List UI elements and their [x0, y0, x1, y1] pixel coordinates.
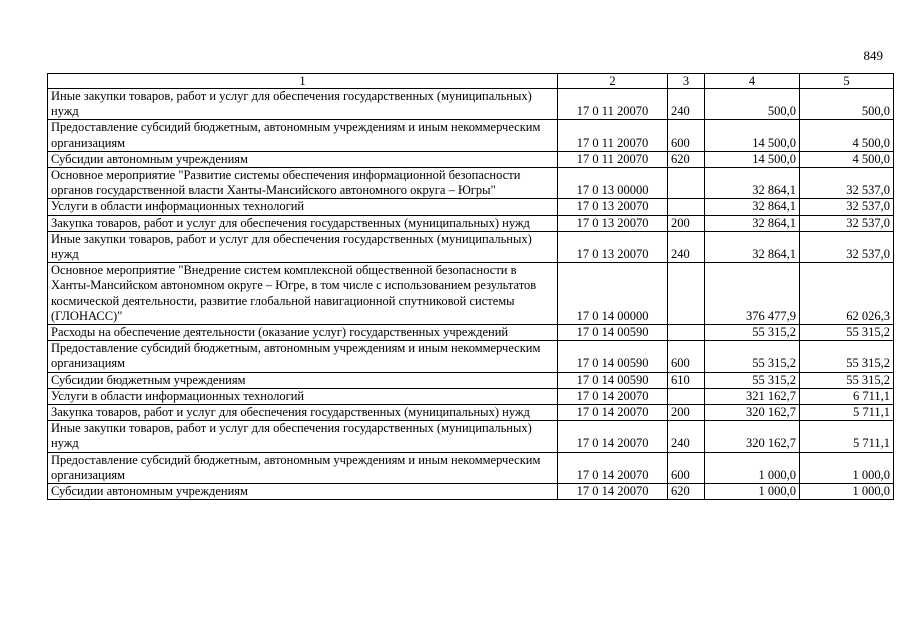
amount-col5-cell: 62 026,3 — [800, 263, 894, 325]
table-row — [48, 405, 894, 421]
target-code-cell: 17 0 11 20070 — [558, 151, 668, 167]
expense-type-cell — [668, 325, 705, 341]
expense-name-cell: Основное мероприятие "Развитие системы обеспечения информационной безопасности органов государственной власти Ханты-Мансийского автономного округа – Югры" — [48, 168, 558, 199]
column-header: 1 — [48, 74, 558, 89]
amount-col4-cell: 32 864,1 — [705, 168, 800, 199]
table-row — [48, 215, 894, 231]
table-row — [48, 263, 894, 325]
expense-type-cell — [668, 168, 705, 199]
amount-col5-cell: 32 537,0 — [800, 215, 894, 231]
target-code-cell: 17 0 14 20070 — [558, 484, 668, 500]
column-header: 5 — [800, 74, 894, 89]
target-code-cell: 17 0 13 00000 — [558, 168, 668, 199]
amount-col5-cell: 55 315,2 — [800, 372, 894, 388]
expense-name-cell: Иные закупки товаров, работ и услуг для обеспечения государственных (муниципальных) нужд — [48, 231, 558, 262]
amount-col4-cell: 32 864,1 — [705, 199, 800, 215]
target-code-cell: 17 0 14 00590 — [558, 341, 668, 372]
target-code-cell: 17 0 14 20070 — [558, 388, 668, 404]
amount-col5-cell: 500,0 — [800, 89, 894, 120]
header-row — [48, 74, 894, 89]
amount-col4-cell: 32 864,1 — [705, 215, 800, 231]
amount-col5-cell: 32 537,0 — [800, 168, 894, 199]
table-row — [48, 388, 894, 404]
amount-col4-cell: 500,0 — [705, 89, 800, 120]
target-code-cell: 17 0 13 20070 — [558, 215, 668, 231]
expense-name-cell: Закупка товаров, работ и услуг для обеспечения государственных (муниципальных) нужд — [48, 405, 558, 421]
expense-name-cell: Предоставление субсидий бюджетным, автономным учреждениям и иным некоммерческим организациям — [48, 452, 558, 483]
expense-name-cell: Услуги в области информационных технологий — [48, 199, 558, 215]
expense-type-cell: 600 — [668, 341, 705, 372]
expense-type-cell — [668, 388, 705, 404]
amount-col4-cell: 14 500,0 — [705, 120, 800, 151]
expense-type-cell: 200 — [668, 405, 705, 421]
amount-col4-cell: 376 477,9 — [705, 263, 800, 325]
column-header: 3 — [668, 74, 705, 89]
target-code-cell: 17 0 13 20070 — [558, 231, 668, 262]
amount-col4-cell: 55 315,2 — [705, 372, 800, 388]
amount-col4-cell: 1 000,0 — [705, 484, 800, 500]
expense-type-cell: 600 — [668, 120, 705, 151]
amount-col5-cell: 4 500,0 — [800, 120, 894, 151]
expense-type-cell: 240 — [668, 421, 705, 452]
table-row — [48, 484, 894, 500]
expense-type-cell — [668, 199, 705, 215]
expense-name-cell: Иные закупки товаров, работ и услуг для обеспечения государственных (муниципальных) нужд — [48, 89, 558, 120]
table-row — [48, 372, 894, 388]
expense-name-cell: Основное мероприятие "Внедрение систем комплексной общественной безопасности в Ханты-Мансийском автономном округе – Югре, в том числе с использованием результатов космической деятельности, развитие глобальной навигационной спутниковой системы (ГЛОНАСС)" — [48, 263, 558, 325]
amount-col4-cell: 55 315,2 — [705, 341, 800, 372]
expense-name-cell: Предоставление субсидий бюджетным, автономным учреждениям и иным некоммерческим организациям — [48, 120, 558, 151]
expense-type-cell — [668, 263, 705, 325]
amount-col5-cell: 4 500,0 — [800, 151, 894, 167]
amount-col5-cell: 6 711,1 — [800, 388, 894, 404]
table-row — [48, 421, 894, 452]
expense-type-cell: 600 — [668, 452, 705, 483]
amount-col4-cell: 1 000,0 — [705, 452, 800, 483]
table-row — [48, 452, 894, 483]
expense-type-cell: 620 — [668, 151, 705, 167]
table-row — [48, 89, 894, 120]
amount-col4-cell: 14 500,0 — [705, 151, 800, 167]
target-code-cell: 17 0 14 00590 — [558, 372, 668, 388]
expense-name-cell: Субсидии автономным учреждениям — [48, 151, 558, 167]
column-header: 2 — [558, 74, 668, 89]
target-code-cell: 17 0 14 00000 — [558, 263, 668, 325]
amount-col5-cell: 32 537,0 — [800, 231, 894, 262]
expense-name-cell: Предоставление субсидий бюджетным, автономным учреждениям и иным некоммерческим организациям — [48, 341, 558, 372]
expense-type-cell: 240 — [668, 89, 705, 120]
amount-col4-cell: 55 315,2 — [705, 325, 800, 341]
target-code-cell: 17 0 11 20070 — [558, 89, 668, 120]
page-number: 849 — [863, 48, 883, 63]
amount-col5-cell: 5 711,1 — [800, 405, 894, 421]
table-row — [48, 151, 894, 167]
amount-col4-cell: 321 162,7 — [705, 388, 800, 404]
expense-type-cell: 610 — [668, 372, 705, 388]
table-row — [48, 325, 894, 341]
target-code-cell: 17 0 11 20070 — [558, 120, 668, 151]
expense-name-cell: Закупка товаров, работ и услуг для обеспечения государственных (муниципальных) нужд — [48, 215, 558, 231]
table-row — [48, 199, 894, 215]
expense-name-cell: Услуги в области информационных технологий — [48, 388, 558, 404]
amount-col5-cell: 55 315,2 — [800, 341, 894, 372]
budget-table — [47, 73, 894, 500]
table-row — [48, 231, 894, 262]
expense-name-cell: Субсидии бюджетным учреждениям — [48, 372, 558, 388]
expense-name-cell: Субсидии автономным учреждениям — [48, 484, 558, 500]
target-code-cell: 17 0 14 20070 — [558, 421, 668, 452]
expense-name-cell: Иные закупки товаров, работ и услуг для обеспечения государственных (муниципальных) нужд — [48, 421, 558, 452]
table-row — [48, 341, 894, 372]
amount-col4-cell: 32 864,1 — [705, 231, 800, 262]
amount-col5-cell: 1 000,0 — [800, 452, 894, 483]
target-code-cell: 17 0 13 20070 — [558, 199, 668, 215]
expense-name-cell: Расходы на обеспечение деятельности (оказание услуг) государственных учреждений — [48, 325, 558, 341]
column-header: 4 — [705, 74, 800, 89]
expense-type-cell: 240 — [668, 231, 705, 262]
target-code-cell: 17 0 14 20070 — [558, 405, 668, 421]
target-code-cell: 17 0 14 00590 — [558, 325, 668, 341]
expense-type-cell: 200 — [668, 215, 705, 231]
table-row — [48, 168, 894, 199]
table-row — [48, 120, 894, 151]
amount-col5-cell: 1 000,0 — [800, 484, 894, 500]
amount-col5-cell: 55 315,2 — [800, 325, 894, 341]
target-code-cell: 17 0 14 20070 — [558, 452, 668, 483]
amount-col5-cell: 32 537,0 — [800, 199, 894, 215]
amount-col4-cell: 320 162,7 — [705, 421, 800, 452]
amount-col5-cell: 5 711,1 — [800, 421, 894, 452]
amount-col4-cell: 320 162,7 — [705, 405, 800, 421]
expense-type-cell: 620 — [668, 484, 705, 500]
